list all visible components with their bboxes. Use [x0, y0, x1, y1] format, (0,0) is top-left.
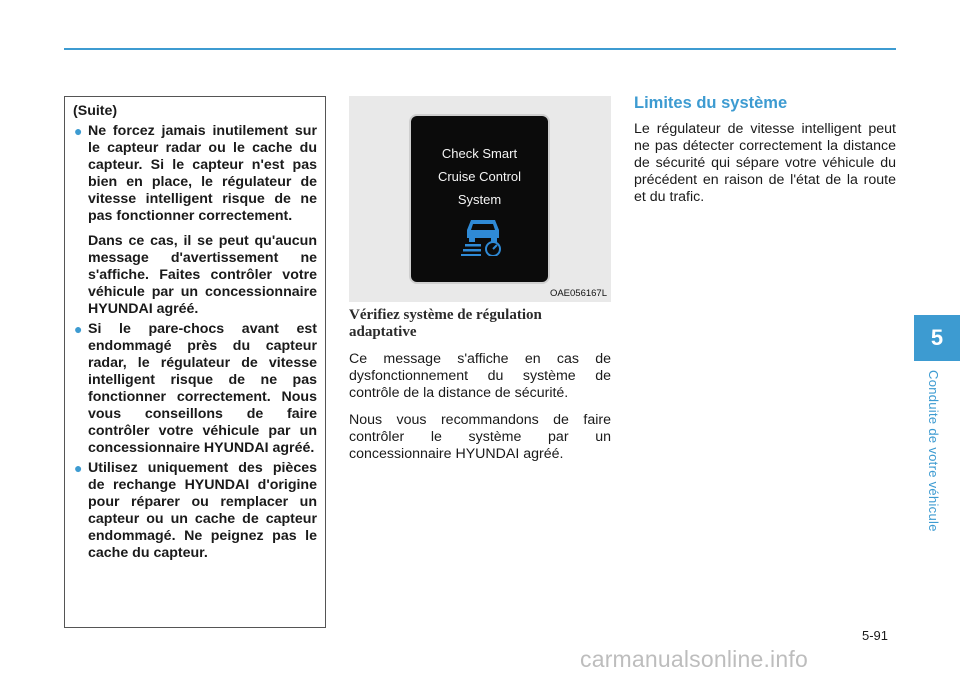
figure-code: OAE056167L	[549, 288, 607, 299]
chapter-tab: 5	[914, 315, 960, 361]
caution-bullet	[73, 123, 317, 318]
section-subtitle: Vérifiez système de régulation adaptative	[349, 307, 542, 340]
caution-bullet	[73, 321, 317, 457]
caution-bullet-text: Ne forcez jamais inutilement sur le capteur radar ou le cache du capteur. Si le capteur n'est pas bien en place, le régulateur de vitesse intelligent risque de ne pas fonctionner correctement.	[88, 123, 317, 224]
paragraph: Nous vous recommandons de faire contrôler le système par un concessionnaire HYUNDAI agréé.	[349, 412, 611, 462]
chapter-side-label: Conduite de votre véhicule	[926, 370, 941, 532]
bullet-dot-icon: ●	[74, 460, 83, 476]
cluster-figure	[349, 96, 611, 302]
bullet-dot-icon: ●	[74, 123, 83, 139]
caution-bullet-text: Si le pare-chocs avant est endommagé près du capteur radar, le régulateur de vitesse intelligent risque de ne pas fonctionner correctement. Nous vous conseillons de faire contrôler votre véhicule par un concessionnaire HYUNDAI agréé.	[88, 321, 317, 456]
caution-bullet-text: Dans ce cas, il se peut qu'aucun message d'avertissement ne s'affiche. Faites contrôler votre véhicule par un concessionnaire HYUNDAI agréé.	[88, 233, 317, 317]
display-line: Cruise Control	[437, 169, 522, 184]
watermark: carmanualsonline.info	[580, 646, 808, 672]
caution-box	[64, 96, 326, 628]
bullet-dot-icon: ●	[74, 321, 83, 337]
display-message	[411, 142, 548, 211]
caution-bullet-text: Utilisez uniquement des pièces de rechange HYUNDAI d'origine pour réparer ou remplacer un capteur ou un cache de capteur endommagé. Ne peignez pas le cache du capteur.	[88, 460, 317, 561]
display-line: System	[457, 192, 502, 207]
paragraph: Ce message s'affiche en cas de dysfonctionnement du système de contrôle de la distance de sécurité.	[349, 351, 611, 401]
display-line: Check Smart	[441, 146, 518, 161]
caution-heading: (Suite)	[73, 103, 118, 119]
middle-column	[349, 307, 611, 473]
page-number: 5-91	[861, 628, 888, 643]
smart-cruise-warning-icon	[461, 216, 505, 256]
top-rule	[64, 48, 896, 50]
caution-bullet	[73, 460, 317, 562]
right-column	[634, 93, 896, 216]
section-title: Limites du système	[634, 94, 788, 112]
paragraph: Le régulateur de vitesse intelligent peut ne pas détecter correctement la distance de sécurité qui sépare votre véhicule du précédent en raison de l'état de la route et du trafic.	[634, 121, 896, 205]
cluster-display	[411, 116, 548, 282]
